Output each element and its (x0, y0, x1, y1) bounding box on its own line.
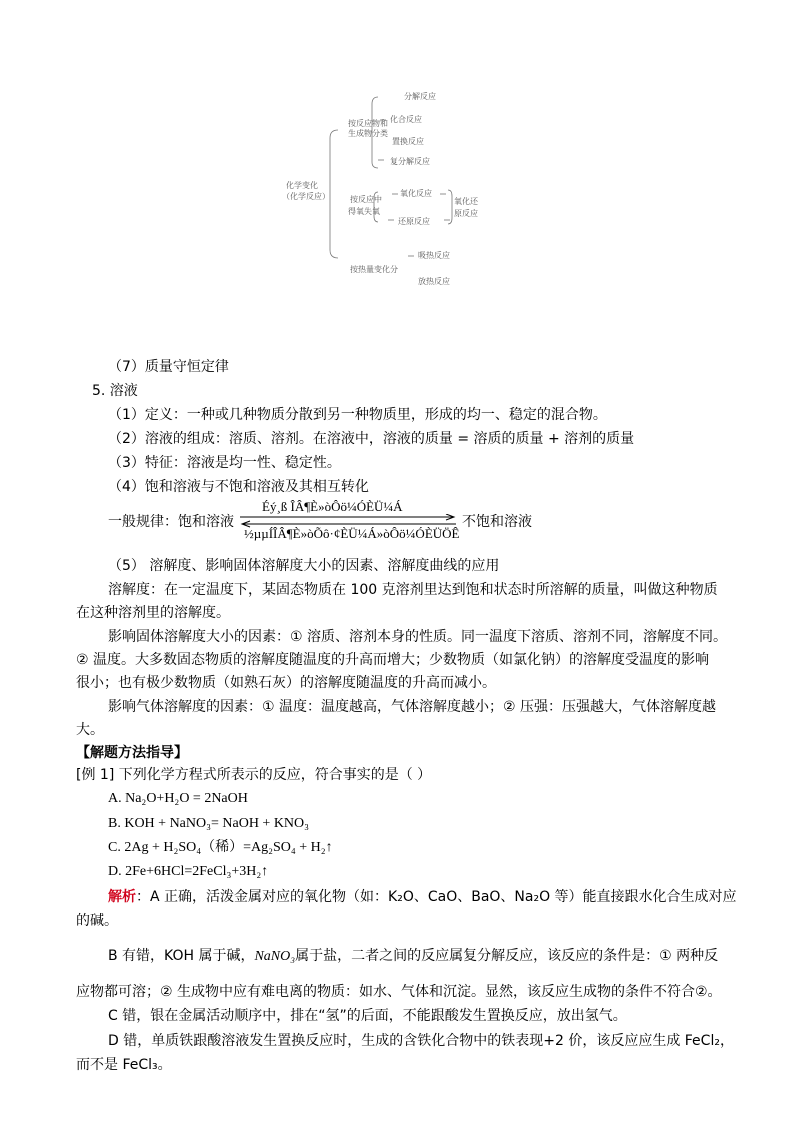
solid-factors-3: 很小；也有极少数物质（如熟石灰）的溶解度随温度的升高而减小。 (76, 675, 496, 691)
diagram-g2-line1: 按反应中 (350, 195, 382, 204)
nano3-formula: NaNO₃ (254, 949, 296, 964)
rule-arrow-top-text: Éý¸ß ÎÂ¶È»òÔö¼ÓÈÜ¼Á (262, 499, 403, 514)
analysis-d-line1: D 错，单质铁跟酸溶液发生置换反应时，生成的含铁化合物中的铁表现+2 价，该反应应生成 FeCl₂， (108, 1033, 734, 1049)
diagram-g1-item1: 分解反应 (404, 92, 436, 101)
diagram-g1-line1: 按反应物和 (348, 119, 388, 128)
solubility-title: （5） 溶解度、影响固体溶解度大小的因素、溶解度曲线的应用 (108, 558, 500, 574)
reaction-classification-diagram (280, 80, 520, 290)
section-5-solution: 5. 溶液 (92, 383, 138, 399)
analysis-a-line1 (108, 887, 737, 907)
solid-factors-2: ② 温度。大多数固态物质的溶解度随温度的升高而增大；少数物质（如氯化钠）的溶解度受温度的影响 (76, 652, 709, 668)
saturated-conversion-title: （4）饱和溶液与不饱和溶液及其相互转化 (108, 479, 369, 495)
analysis-a-text: ：A 正确，活泼金属对应的氧化物（如：K₂O、CaO、BaO、Na₂O 等）能直接跟水化合生成对应 (136, 889, 737, 905)
option-a: A. Na₂O+H₂O = 2NaOH (108, 791, 248, 806)
gas-factors-2: 大。 (76, 722, 104, 738)
solubility-def-1: 溶解度：在一定温度下，某固态物质在 100 克溶剂里达到饱和状态时所溶解的质量，叫做这种物质 (108, 582, 718, 598)
diagram-g1-item4: 复分解反应 (390, 157, 430, 166)
diagram-g2-item2: 还原反应 (398, 217, 430, 226)
analysis-b-post: 属于盐，二者之间的反应属复分解反应，该反应的条件是：① 两种反 (295, 948, 719, 964)
solid-factors-1: 影响固体溶解度大小的因素：① 溶质、溶剂本身的性质。同一温度下溶质、溶剂不同，溶解度不同。 (108, 629, 727, 645)
diagram-g3-item1: 吸热反应 (418, 251, 450, 260)
solubility-def-2: 在这种溶剂里的溶解度。 (76, 605, 230, 621)
analysis-b-line1 (108, 946, 718, 967)
method-guide-heading: 【解题方法指导】 (76, 745, 188, 761)
diagram-g1-line2: 生成物分类 (348, 129, 388, 138)
option-c: C. 2Ag + H₂SO₄（稀）=Ag₂SO₄ + H₂↑ (108, 840, 333, 855)
item-7-mass-conservation: （7）质量守恒定律 (108, 359, 229, 375)
diagram-g2-right-line2: 原反应 (454, 209, 478, 218)
solution-composition: （2）溶液的组成：溶质、溶剂。在溶液中，溶液的质量 = 溶质的质量 + 溶剂的质量 (108, 431, 635, 447)
rule-right-label: 不饱和溶液 (462, 514, 532, 530)
analysis-a-line2: 的碱。 (76, 913, 118, 929)
diagram-g1-item3: 置换反应 (392, 137, 424, 146)
solution-definition: （1）定义：一种或几种物质分散到另一种物质里，形成的均一、稳定的混合物。 (108, 407, 607, 423)
option-b: B. KOH + NaNO₃= NaOH + KNO₃ (108, 816, 310, 831)
analysis-b-pre: B 有错，KOH 属于碱， (108, 948, 255, 964)
solution-features: （3）特征：溶液是均一性、稳定性。 (108, 455, 341, 471)
diagram-root-line2: （化学反应） (282, 192, 330, 201)
diagram-root-line1: 化学变化 (286, 181, 318, 190)
option-d: D. 2Fe+6HCl=2FeCl₃+3H₂↑ (108, 864, 269, 879)
rule-arrow-bottom-text: ½µµÍÎÂ¶È»òÕô·¢ÈÜ¼Á»òÔö¼ÓÈÜÖÊ (244, 526, 460, 541)
rule-left-label: 一般规律：饱和溶液 (108, 514, 234, 530)
gas-factors-1: 影响气体溶解度的因素：① 温度：温度越高，气体溶解度越小；② 压强：压强越大，气体溶解度越 (108, 699, 716, 715)
analysis-b-line2: 应物都可溶；② 生成物中应有难电离的物质：如水、气体和沉淀。显然，该反应生成物的条件不符合②。 (76, 984, 722, 1000)
analysis-c: C 错，银在金属活动顺序中，排在“氢”的后面，不能跟酸发生置换反应，放出氢气。 (108, 1008, 627, 1024)
diagram-g2-item1: 氧化反应 (400, 189, 432, 198)
analysis-label: 解析 (108, 889, 136, 905)
example-1-question: [例 1] 下列化学方程式所表示的反应，符合事实的是（ ） (76, 767, 432, 783)
diagram-g1-item2: 化合反应 (390, 115, 422, 124)
diagram-g3: 按热量变化分 (350, 265, 398, 274)
diagram-g3-item2: 放热反应 (418, 277, 450, 286)
analysis-d-line2: 而不是 FeCl₃。 (76, 1057, 172, 1073)
diagram-g2-line2: 得氧失氧 (348, 207, 380, 216)
diagram-g2-right-line1: 氧化还 (454, 197, 478, 206)
